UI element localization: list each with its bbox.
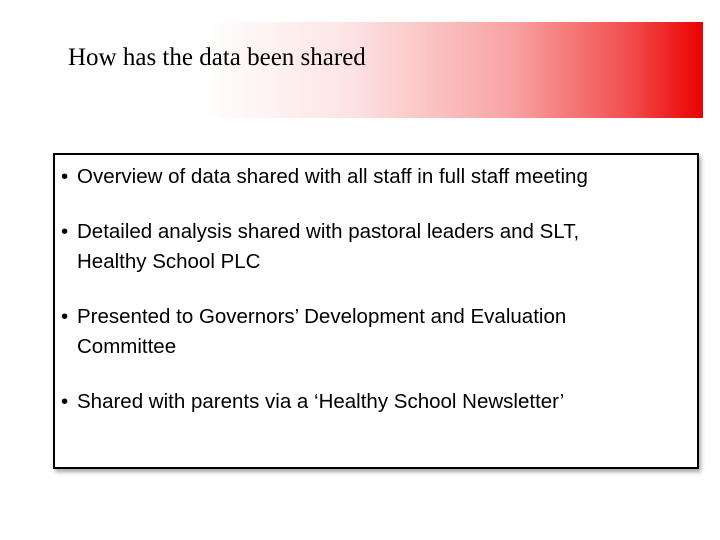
bullet-icon: • [61,390,69,413]
bullet-item [61,302,588,362]
bullet-item [61,387,588,417]
bullet-icon: • [61,220,69,243]
bullet-icon: • [61,165,69,188]
bullet-text: Overview of data shared with all staff in full staff meeting [77,165,588,188]
bullet-text: Detailed analysis shared with pastoral leaders and SLT, [77,220,580,243]
bullet-text: Presented to Governors’ Development and Evaluation [77,305,567,328]
content-box [53,153,699,469]
bullet-text: Shared with parents via a ‘Healthy School Newsletter’ [77,390,565,413]
slide-title: How has the data been shared [68,44,366,71]
bullet-icon: • [61,305,69,328]
bullet-item [61,217,588,277]
bullet-text-continued: Healthy School PLC [77,250,261,273]
bullet-list [61,162,588,442]
bullet-item [61,162,588,192]
bullet-text-continued: Committee [77,335,177,358]
